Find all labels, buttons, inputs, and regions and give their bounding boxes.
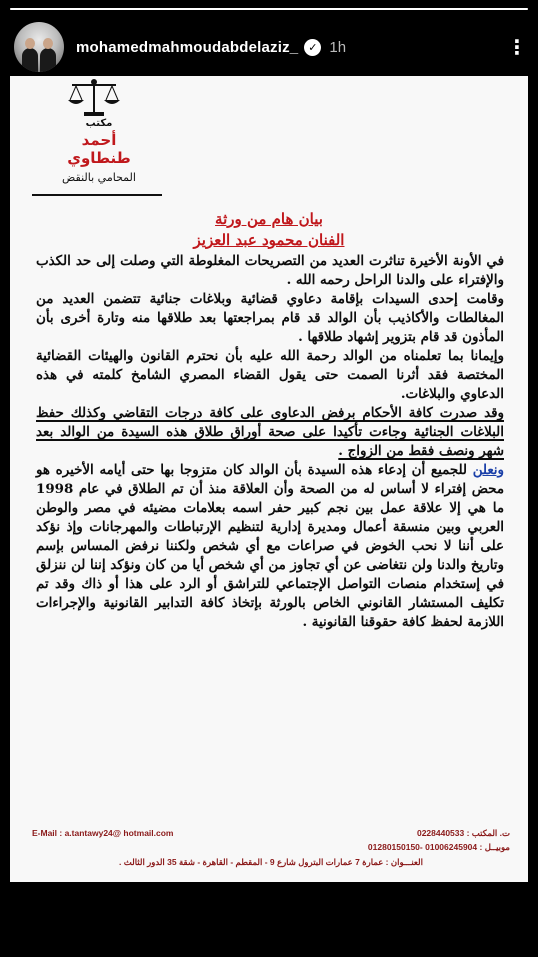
office-label: مكتب — [85, 118, 113, 129]
document-footer — [32, 828, 510, 868]
footer-address: العنـــوان : عمارة 7 عمارات البترول شارع 9 - المقطم - القاهرة - شقة 35 الدور الثالث . — [119, 857, 423, 867]
lawyer-name: أحمد طنطاوي — [67, 131, 131, 167]
paragraph: في الأونة الأخيرة تناثرت العديد من التصريحات المغلوطة التي وصلت إلى حد الكذب والإفتراء على والدنا الراحل رحمه الله . — [36, 253, 504, 288]
statement-body — [36, 252, 504, 632]
paragraph: وإيمانا بما تعلمناه من الوالد رحمة الله عليه بأن نحترم القانون والهيئات القضائية المختصة فقد أثرنا الصمت حتى يقول القضاء المصري الشامخ كلمته في هذه الدعاوي والبلاغات. — [36, 348, 504, 402]
verified-badge-icon: ✓ — [304, 39, 321, 56]
username[interactable]: mohamedmahmoudabdelaziz_ — [76, 38, 299, 56]
footer-office-phone: ت. المكتب : 0228440533 — [416, 828, 510, 838]
paragraph: وقامت إحدى السيدات بإقامة دعاوي قضائية وبلاغات جنائية تتضمن العديد من المغالطات والأكاذيب بأن الوالد قد قام بمراجعتها بعد طلاقها منه وتارة أخرى بأن المأذون قد قام بتزوير إشهاد طلاقها . — [36, 291, 504, 345]
statement-subheading: الفنان محمود عبد العزيز — [193, 231, 345, 249]
announcement-text: للجميع أن إدعاء هذه السيدة بأن الوالد كان متزوجا بها حتى أيامه الأخيره هو محض إفتراء لا أساس له من الصحة وأن العلاقة منذ أن تم الطلاق في عام 1998 ما هي إلا علاقة عمل بين نجم كبير حفر اسمه بعلامات مضيئه في مصر والوطن العربي وبين منسقة أعمال ومديرة إدارية لتنظيم الإرتباطات والمهرجانات وإذ نؤكد على أننا لا نحب الخوض في صراعات مع أي شخص ولكننا نرفض المساس بإسم وتاريخ والدنا ولن نتغاضى عن أي تجاوز من أي شخص أيا من كان ونؤكد إننا لن ننزلق في إستخدام منصات التواصل الإجتماعي للتراشق أو الرد على هذا أو ذاك وقد تم تكليف المستشار القانوني الخاص بالورثة بإتخاذ كافة التدابير القانونية والإجراءات اللازمة لحفظ كافة حقوقنا القانونية . — [36, 462, 504, 630]
post-time: 1h — [329, 38, 347, 56]
footer-mobile: موبيــل : 01006245904 -01280150150 — [367, 842, 510, 852]
announce-word: ونعلن — [472, 462, 504, 478]
avatar[interactable] — [14, 22, 64, 72]
document-image — [10, 76, 528, 882]
footer-email: E-Mail : a.tantawy24@ hotmail.com — [32, 828, 174, 838]
story-progress-bar — [10, 8, 528, 10]
announcement-paragraph — [36, 461, 504, 632]
header-divider — [32, 194, 162, 196]
story-progress-fill — [10, 8, 528, 10]
more-vertical-icon[interactable]: ⋮ — [507, 35, 527, 59]
scales-of-justice-icon — [64, 76, 124, 120]
lawyer-title: المحامي بالنقض — [62, 171, 136, 184]
statement-heading: بيان هام من ورثة — [215, 210, 323, 228]
rulings-paragraph: وقد صدرت كافة الأحكام برفض الدعاوى على كافة درجات التقاضي وكذلك حفظ البلاغات الجنائية وجاءت تأكيدا على صحة أوراق طلاق هذه السيدة من الوالد بعد شهر ونصف فقط من الزواج . — [36, 405, 504, 459]
law-office-block — [50, 118, 148, 184]
story-header — [14, 22, 528, 72]
